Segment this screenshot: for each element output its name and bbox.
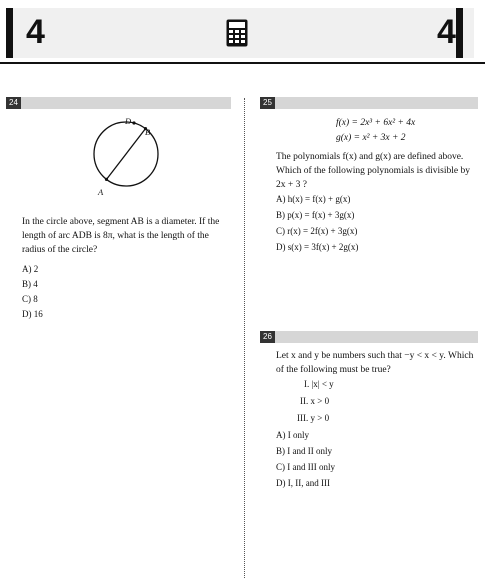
section-number-right: 4 [437,13,456,51]
question-bar-25 [260,97,478,109]
answer-option-25-b[interactable]: B) p(x) = f(x) + 3g(x) [276,210,355,220]
point-label-b: B [145,127,151,137]
answer-option-25-a[interactable]: A) h(x) = f(x) + g(x) [276,194,351,204]
answer-option-26-c[interactable]: C) I and III only [276,462,335,472]
calculator-icon [226,19,248,47]
point-label-a: A [98,187,104,197]
header-right-bar [456,8,463,58]
question-bar-26 [260,331,478,343]
header-left-bar [6,8,13,58]
answer-option-26-d[interactable]: D) I, II, and III [276,478,330,488]
answer-option-24-c[interactable]: C) 8 [22,294,38,304]
question-number-26: 26 [260,331,275,343]
column-divider [244,98,245,578]
question-text-25: The polynomials f(x) and g(x) are defined above. Which of the following polynomials is divisible by 2x + 3 ? [276,152,470,190]
question-bar-24 [6,97,231,109]
statement-i: I. |x| < y [304,379,334,389]
question-number-24: 24 [6,97,21,109]
answer-option-26-a[interactable]: A) I only [276,430,309,440]
header-rule [0,62,485,64]
answer-option-24-b[interactable]: B) 4 [22,279,38,289]
statement-iii: III. y > 0 [297,413,330,423]
answer-option-24-a[interactable]: A) 2 [22,264,39,274]
section-number-left: 4 [26,13,45,51]
equation-g: g(x) = x² + 3x + 2 [336,133,406,143]
answer-option-26-b[interactable]: B) I and II only [276,446,332,456]
equation-f: f(x) = 2x³ + 6x² + 4x [336,118,416,128]
question-text-26: Let x and y be numbers such that −y < x < y. Which of the following must be true? [276,351,474,375]
statement-ii: II. x > 0 [300,396,330,406]
answer-option-25-c[interactable]: C) r(x) = 2f(x) + 3g(x) [276,226,358,236]
question-text-24: In the circle above, segment AB is a diameter. If the length of arc ADB is 8π, what is the length of the radius of the circle? [22,217,220,255]
question-number-25: 25 [260,97,275,109]
answer-option-24-d[interactable]: D) 16 [22,309,43,319]
answer-option-25-d[interactable]: D) s(x) = 3f(x) + 2g(x) [276,242,359,252]
point-label-d: D [125,116,132,126]
